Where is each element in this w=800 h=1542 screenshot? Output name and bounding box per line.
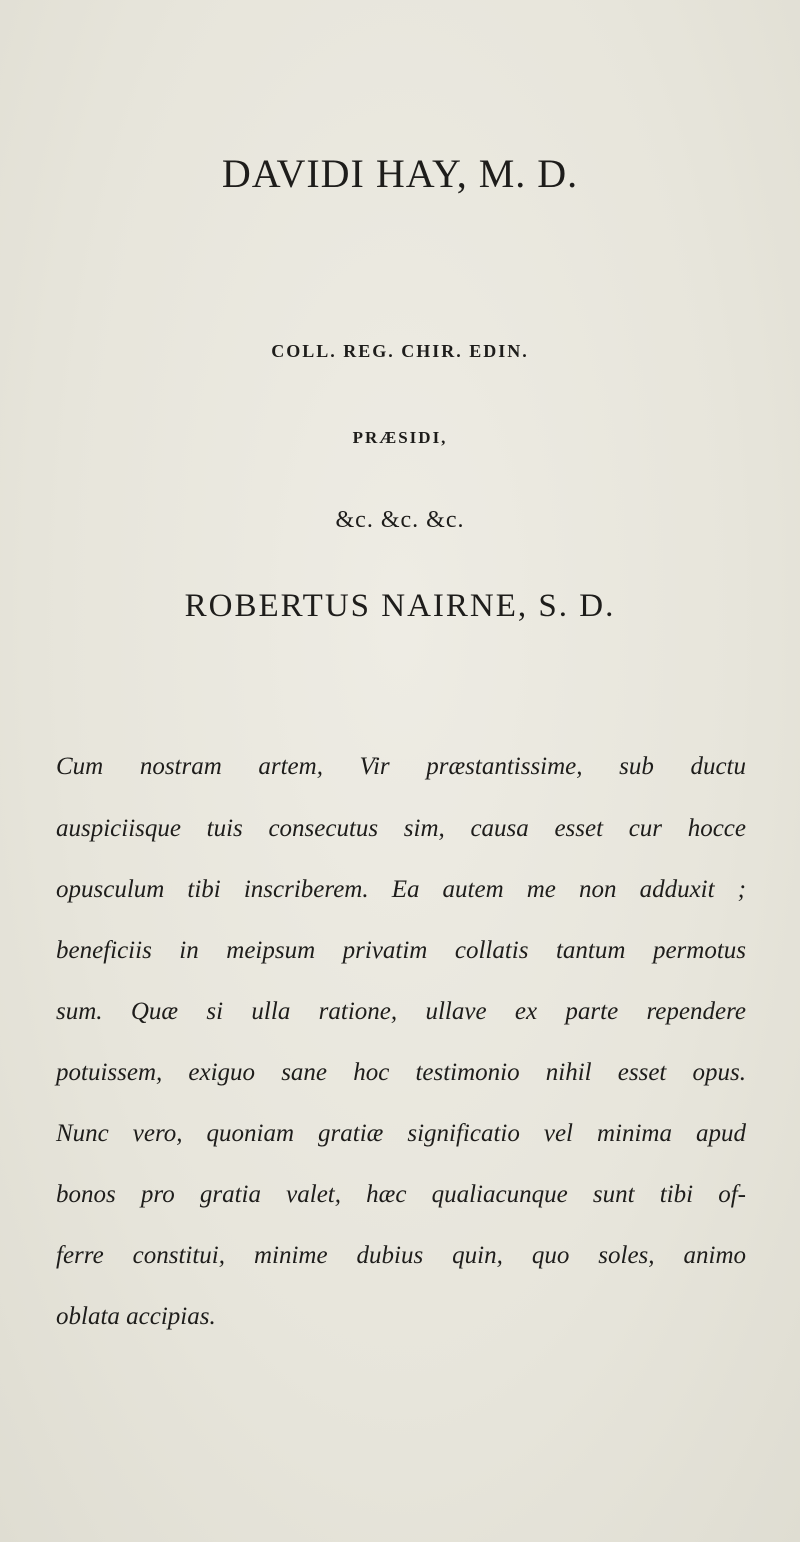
body-line: beneficiis in meipsum privatim collatis tantum permotus: [56, 937, 746, 964]
college-line: COLL. REG. CHIR. EDIN.: [271, 341, 529, 361]
body-line: auspiciisque tuis consecutus sim, causa esset cur hocce: [56, 815, 746, 842]
body-line: ferre constitui, minime dubius quin, quo soles, animo: [56, 1242, 746, 1269]
body-line: opusculum tibi inscriberem. Ea autem me non adduxit ;: [56, 876, 746, 903]
body-line: Cum nostram artem, Vir præstantissime, sub ductu: [56, 753, 746, 780]
addressee-heading: DAVIDI HAY, M. D.: [221, 151, 579, 196]
office-line: PRÆSIDI,: [352, 428, 448, 447]
body-line: Nunc vero, quoniam gratiæ significatio vel minima apud: [56, 1120, 746, 1147]
body-line: oblata accipias.: [56, 1303, 216, 1330]
author-line: ROBERTUS NAIRNE, S. D.: [184, 588, 616, 624]
body-line: sum. Quæ si ulla ratione, ullave ex parte rependere: [56, 998, 746, 1025]
body-line: bonos pro gratia valet, hæc qualiacunque sunt tibi of-: [56, 1181, 746, 1208]
etc-line: &c. &c. &c.: [335, 507, 465, 533]
body-line: potuissem, exiguo sane hoc testimonio nihil esset opus.: [56, 1059, 746, 1086]
